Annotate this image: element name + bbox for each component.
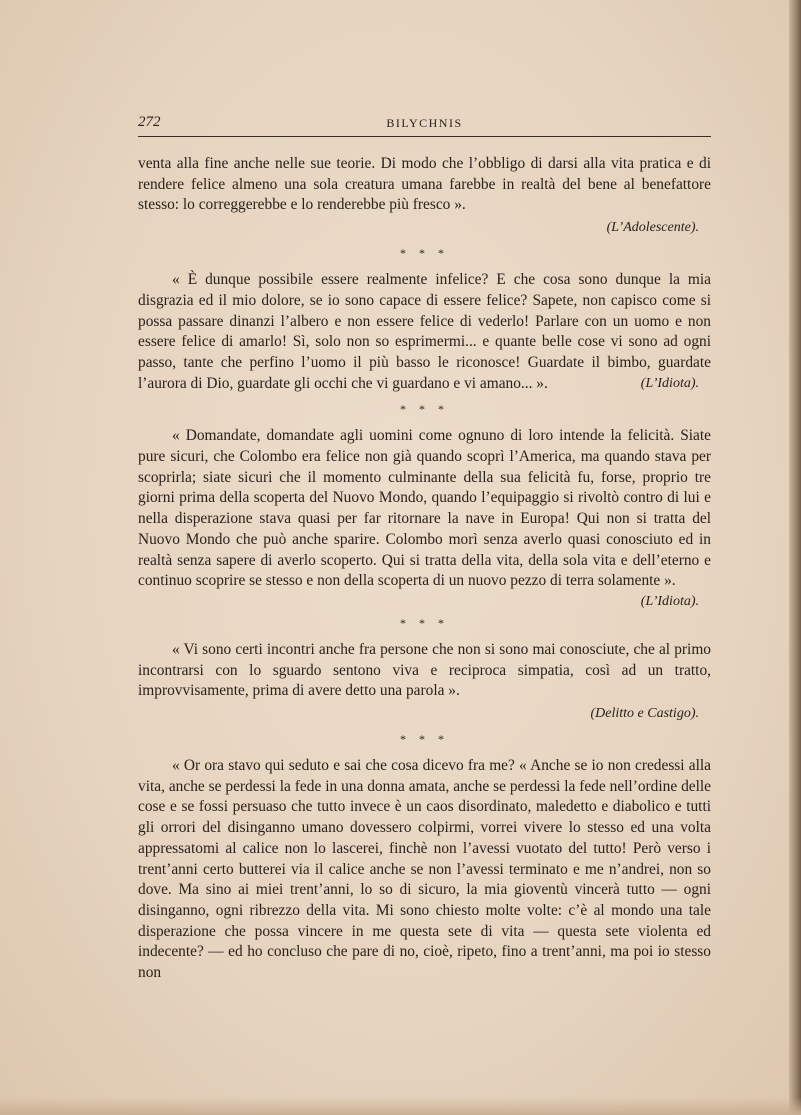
page-number: 272 [138, 114, 161, 130]
section-separator: * * * [400, 732, 449, 747]
source-idiota-2: (L’Idiota). [640, 593, 699, 609]
paragraph-4: « Vi sono certi incontri anche fra persone che non si sono mai conosciute, che al primo incontrarsi con lo sguardo sentono viva e reciproca simpatia, così ad un tratto, improvvisamente, prima di avere detto una parola ». [138, 640, 711, 700]
paragraph-2 [138, 270, 711, 394]
page-bottom-edge [0, 1097, 801, 1115]
source-idiota-1: (L’Idiota). [640, 375, 699, 391]
paragraph-2-text: « È dunque possibile essere realmente infelice? E che cosa sono dunque la mia disgrazia ed il mio dolore, se io sono capace di essere felice? Sapete, non capisco come si possa passare dinanzi l’albero e non essere felice di vederlo! Parlare con un uomo e non essere felice di amarlo! Sì, solo non so esprimermi... e quante belle cose vi sono ad ogni passo, tante che perfino l’uomo il più basso le riconosce! Guardate il bimbo, guardate l’aurora di Dio, guardate gli occhi che vi guardano e vi amano... ». [138, 271, 711, 392]
source-delitto-castigo: (Delitto e Castigo). [590, 706, 699, 722]
paragraph-1: venta alla fine anche nelle sue teorie. Di modo che l’obbligo di darsi alla vita pratica e di rendere felice almeno una sola creatura umana farebbe in realtà del bene al benefattore stesso: lo correggerebbe e lo renderebbe più fresco ». [138, 155, 711, 214]
section-separator: * * * [400, 615, 449, 630]
section-separator: * * * [400, 402, 449, 417]
paragraph-3-text: « Domandate, domandate agli uomini come ognuno di loro intende la felicità. Siate pure sicuri, che Colombo era felice non già quando scoprì l’America, ma quando stava per scoprirla; siate sicuri che il momento culminante della sua felicità fu, forse, proprio tre giorni prima della scoperta del Nuovo Mondo, quando l’equipaggio si rivoltò contro di lui e nella disperazione stava quasi per far ritornare la nave in Europa! Qui non si tratta del Nuovo Mondo che può anche sparire. Colombo morì senza averlo quasi conosciuto ed in realtà senza sapere di averlo scoperto. Qui si tratta della vita, della sola vita e dell’eterno e continuo scoprire se stesso e non della scoperta di un nuovo pezzo di terra solamente ». [138, 427, 711, 590]
paragraph-3 [138, 426, 711, 609]
running-header [138, 114, 711, 137]
main-text [138, 154, 711, 984]
running-title: BILYCHNIS [386, 116, 463, 130]
section-separator: * * * [400, 246, 449, 261]
source-adolescente: (L’Adolescente). [606, 220, 699, 236]
paragraph-5: « Or ora stavo qui seduto e sai che cosa dicevo fra me? « Anche se io non credessi alla vita, anche se perdessi la fede in una donna amata, anche se perdessi la fede nell’ordine delle cose e se fossi persuaso che tutto invece è un caos disordinato, maledetto e diabolico e tutti gli orrori del disinganno umano dovessero colpirmi, vorrei vivere lo stesso ed una volta appressatomi al calice non lo lascerei, finchè non l’avessi vuotato del tutto! Però verso i trent’anni certo butterei via il calice anche se non l’avessi terminato e me n’andrei, non so dove. Ma sino ai miei trent’anni, lo so di sicuro, la mia gioventù vincerà tutto — ogni disinganno, ogni ribrezzo della vita. Mi sono chiesto molte volte: c’è al mondo una tale disperazione che possa vincere in me questa sete di vita — questa sete violenta ed indecente? — ed ho concluso che pare di no, cioè, ripeto, fino a trent’anni, ma poi io stesso non [138, 757, 711, 982]
page-edge-shadow [789, 0, 801, 1115]
